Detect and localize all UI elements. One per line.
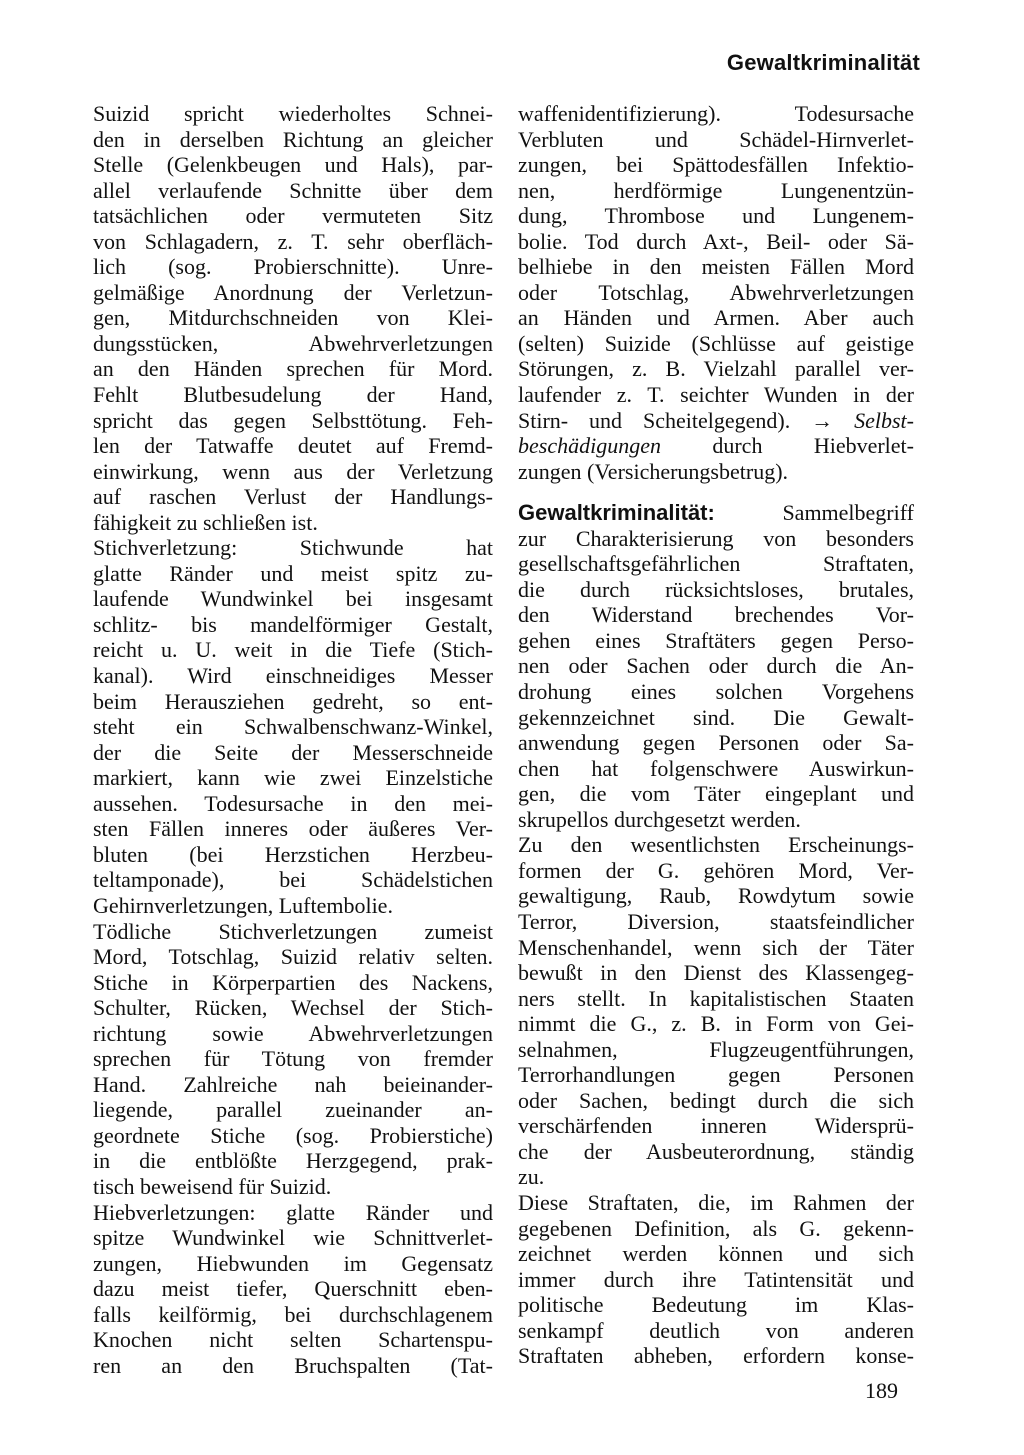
text-line: gekennzeichnet sind. Die Gewalt- [518,704,914,730]
text-line: gesellschaftsgefährlichen Straftaten, [518,551,914,577]
text-line: von Schlagadern, z. T. sehr oberfläch- [93,228,493,254]
text-line: glatte Ränder und meist spitz zu- [93,560,493,586]
text-line: fähigkeit zu schließen ist. [93,509,318,535]
entry-first-line [518,500,914,526]
text-line: gen, die vom Täter eingeplant und [518,781,914,807]
text-line: steht ein Schwalbenschwanz-Winkel, [93,714,493,740]
text-line: Hand. Zahlreiche nah beieinander- [93,1071,493,1097]
text-line: gelmäßige Anordnung der Verletzun- [93,279,493,305]
text-line: bolie. Tod durch Axt-, Beil- oder Sä- [518,228,914,254]
text-line [518,433,914,459]
text-line: Terror, Diversion, staatsfeindlicher [518,908,914,934]
crossref-last: zungen (Versicherungsbetrug). [518,458,789,484]
text-line: teltamponade), bei Schädelstichen [93,867,493,893]
page-number: 189 [865,1378,898,1403]
text-line: zungen, Hiebwunden im Gegensatz [93,1250,493,1276]
text-line: lich (sog. Probierschnitte). Unre- [93,254,493,280]
text-line: spricht das gegen Selbsttötung. Feh- [93,407,493,433]
text-line: liegende, parallel zueinander an- [93,1097,493,1123]
text-line: ners stellt. In kapitalistischen Staaten [518,985,914,1011]
text-line: Verbluten und Schädel-Hirnverlet- [518,126,914,152]
text-line: verschärfenden inneren Widersprü- [518,1113,914,1139]
text-line: reicht u. U. weit in die Tiefe (Stich- [93,637,493,663]
text-line: selnahmen, Flugzeugentführungen, [518,1036,914,1062]
text-line: spitze Wundwinkel wie Schnittverlet- [93,1225,493,1251]
text-line: Fehlt Blutbesudelung der Hand, [93,382,493,408]
right-column [518,101,914,1369]
text-line: ren an den Bruchspalten (Tat- [93,1352,493,1378]
text-line: zungen, bei Spättodesfällen Infektio- [518,152,914,178]
text-line: laufende Wundwinkel bei insgesamt [93,586,493,612]
text-line: nimmt die G., z. B. in Form von Gei- [518,1011,914,1037]
text-line: nen, herdförmige Lungenentzün- [518,177,914,203]
text-line: dazu meist tiefer, Querschnitt eben- [93,1276,493,1302]
text-line: Stichverletzung: Stichwunde hat [93,535,493,561]
entry-headword: Gewaltkriminalität: [518,500,715,526]
text-line: anwendung gegen Personen oder Sa- [518,730,914,756]
crossref-lead: Stirn- und Scheitelgegend). → [518,407,855,433]
crossref-trailing: durch Hiebverlet- [660,433,914,459]
text-line: kanal). Wird einschneidiges Messer [93,663,493,689]
text-line: allel verlaufende Schnitte über dem [93,177,493,203]
text-line: senkampf deutlich von anderen [518,1317,914,1343]
text-line: waffenidentifizierung). Todesursache [518,101,914,126]
left-column [93,101,493,1378]
text-line: Tödliche Stichverletzungen zumeist [93,918,493,944]
running-head: Gewaltkriminalität [726,50,920,75]
crossref-target-part-b[interactable]: beschädigungen [518,433,661,459]
text-line: geordnete Stiche (sog. Probierstiche) [93,1122,493,1148]
crossref-target-part-a[interactable]: Selbst- [854,407,914,433]
text-line: dung, Thrombose und Lungenem- [518,203,914,229]
text-line: an den Händen sprechen für Mord. [93,356,493,382]
text-line: Stiche in Körperpartien des Nackens, [93,969,493,995]
text-line: Schulter, Rücken, Wechsel der Stich- [93,995,493,1021]
text-line: drohung eines solchen Vorgehens [518,679,914,705]
text-line: zu. [518,1164,545,1190]
text-line: Straftaten abheben, erfordern konse- [518,1343,914,1369]
text-line: sprechen für Tötung von fremder [93,1046,493,1072]
text-line: Zu den wesentlichsten Erscheinungs- [518,832,914,858]
text-line: nen oder Sachen oder durch die An- [518,653,914,679]
text-line: Mord, Totschlag, Suizid relativ selten. [93,944,493,970]
text-line: einwirkung, wenn aus der Verletzung [93,458,493,484]
text-line: der die Seite der Messerschneide [93,739,493,765]
text-line: immer durch ihre Tatintensität und [518,1266,914,1292]
entry-first-line-rest: Sammelbegriff [714,500,914,526]
text-line: Gehirnverletzungen, Luftembolie. [93,892,393,918]
entry-body [518,526,914,1369]
text-line: Diese Straftaten, die, im Rahmen der [518,1189,914,1215]
text-line: dungsstücken, Abwehrverletzungen [93,330,493,356]
text-line: laufender z. T. seichter Wunden in der [518,382,914,408]
text-line: in die entblößte Herzgegend, prak- [93,1148,493,1174]
text-line: che der Ausbeuterordnung, ständig [518,1138,914,1164]
text-line: tisch beweisend für Suizid. [93,1173,332,1199]
text-line: die durch rücksichtsloses, brutales, [518,576,914,602]
text-line [518,459,914,485]
text-line: Menschenhandel, wenn sich der Täter [518,934,914,960]
text-line: gegebenen Definition, als G. gekenn- [518,1215,914,1241]
text-line: beim Herausziehen gedreht, so ent- [93,688,493,714]
text-line: sten Fällen inneres oder äußeres Ver- [93,816,493,842]
text-line: len der Tatwaffe deutet auf Fremd- [93,433,493,459]
text-line [518,408,914,434]
text-line: gen, Mitdurchschneiden von Klei- [93,305,493,331]
text-line: formen der G. gehören Mord, Ver- [518,857,914,883]
text-line: tatsächlichen oder vermuteten Sitz [93,203,493,229]
text-line: auf raschen Verlust der Handlungs- [93,484,493,510]
text-line: zur Charakterisierung von besonders [518,525,914,551]
text-line: bluten (bei Herzstichen Herzbeu- [93,841,493,867]
text-line: belhiebe in den meisten Fällen Mord [518,254,914,280]
text-line: Störungen, z. B. Vielzahl parallel ver- [518,356,914,382]
text-line: Terrorhandlungen gegen Personen [518,1062,914,1088]
text-line: gewaltigung, Raub, Rowdytum sowie [518,883,914,909]
text-line: Knochen nicht selten Schartenspu- [93,1327,493,1353]
continued-entry-text [518,101,914,408]
text-line: Hiebverletzungen: glatte Ränder und [93,1199,493,1225]
text-line: schlitz- bis mandelförmiger Gestalt, [93,611,493,637]
text-line: den in derselben Richtung an gleicher [93,126,493,152]
text-line: richtung sowie Abwehrverletzungen [93,1020,493,1046]
text-line: Suizid spricht wiederholtes Schnei- [93,101,493,126]
text-line: den Widerstand brechendes Vor- [518,602,914,628]
text-line: an Händen und Armen. Aber auch [518,305,914,331]
text-line: markiert, kann wie zwei Einzelstiche [93,765,493,791]
text-line: aussehen. Todesursache in den mei- [93,790,493,816]
text-line: Stelle (Gelenkbeugen und Hals), par- [93,152,493,178]
text-line: falls keilförmig, bei durchschlagenem [93,1301,493,1327]
entry-gap [518,484,914,500]
text-line: (selten) Suizide (Schlüsse auf geistige [518,330,914,356]
text-line: politische Bedeutung im Klas- [518,1292,914,1318]
text-line: zeichnet werden können und sich [518,1241,914,1267]
text-line: chen hat folgenschwere Auswirkun- [518,755,914,781]
text-line: bewußt in den Dienst des Klassengeg- [518,960,914,986]
text-line: gehen eines Straftäters gegen Perso- [518,627,914,653]
text-line: oder Sachen, bedingt durch die sich [518,1087,914,1113]
text-line: oder Totschlag, Abwehrverletzungen [518,279,914,305]
text-line: skrupellos durchgesetzt werden. [518,806,801,832]
